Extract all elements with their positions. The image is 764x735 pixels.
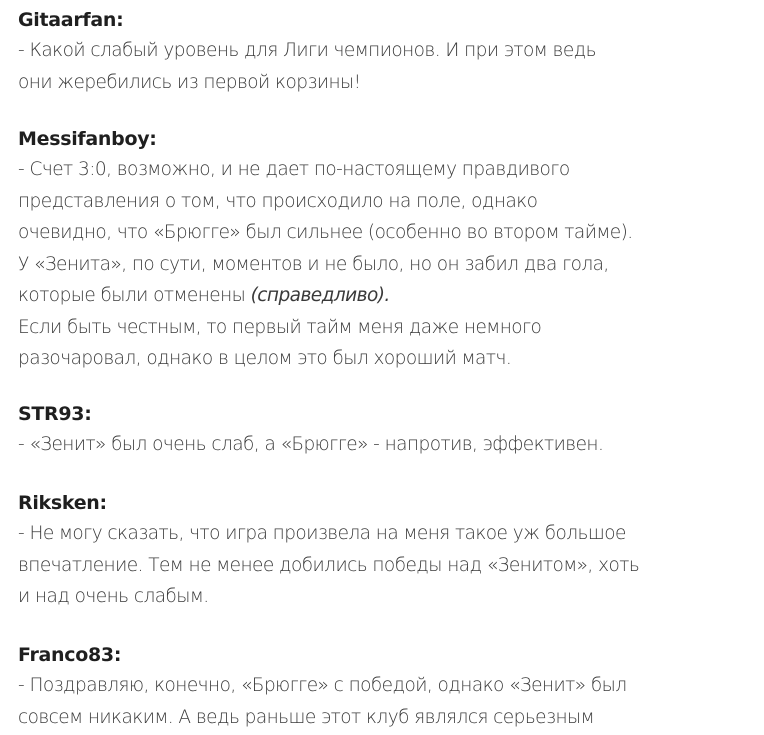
comment-text-line: очевидно, что «Брюгге» был сильнее (особенно во втором тайме). bbox=[18, 222, 633, 243]
comment-text-line bbox=[18, 280, 758, 312]
comment-str93 bbox=[18, 399, 758, 461]
comment-text-segment: которые были отменены bbox=[18, 285, 251, 306]
comment-text-line: - Счет 3:0, возможно, и не дает по-настоящему правдивого bbox=[18, 159, 570, 180]
comment-riksken bbox=[18, 488, 758, 613]
comment-text-line: разочаровал, однако в целом это был хороший матч. bbox=[18, 348, 512, 369]
comment-text-line: Если быть честным, то первый тайм меня даже немного bbox=[18, 316, 542, 338]
comment-italic-note: (справедливо). bbox=[250, 285, 390, 306]
comment-text-line: - Какой слабый уровень для Лиги чемпионов. И при этом ведь bbox=[18, 40, 596, 61]
comment-text-line: - Поздравляю, конечно, «Брюгге» с победой, однако «Зенит» был bbox=[18, 675, 627, 696]
comment-text-line: - «Зенит» был очень слаб, а «Брюгге» - напротив, эффективен. bbox=[18, 434, 604, 455]
comment-author: Franco83: bbox=[18, 644, 122, 666]
comment-text-line: совсем никаким. А ведь раньше этот клуб являлся серьезным bbox=[18, 706, 595, 728]
comment-author: Messifanboy: bbox=[18, 128, 157, 150]
comment-franco83 bbox=[18, 640, 758, 733]
comment-text-line: и над очень слабым. bbox=[18, 586, 209, 607]
comment-text-line: - Не могу сказать, что игра произвела на меня такое уж большое bbox=[18, 523, 626, 544]
comment-gitaarfan bbox=[18, 5, 758, 98]
comment-text-line: впечатление. Тем не менее добились победы над «Зенитом», хоть bbox=[18, 554, 640, 576]
comment-author: Riksken: bbox=[18, 492, 107, 514]
comment-text-line: У «Зенита», по сути, моментов и не было, но он забил два гола, bbox=[18, 253, 609, 275]
comment-text-line: они жеребились из первой корзины! bbox=[18, 71, 361, 93]
comment-text-line: представления о том, что происходило на поле, однако bbox=[18, 190, 538, 212]
comment-author: Gitaarfan: bbox=[18, 9, 124, 31]
comment-messifanboy bbox=[18, 124, 758, 375]
comment-author: STR93: bbox=[18, 403, 92, 425]
